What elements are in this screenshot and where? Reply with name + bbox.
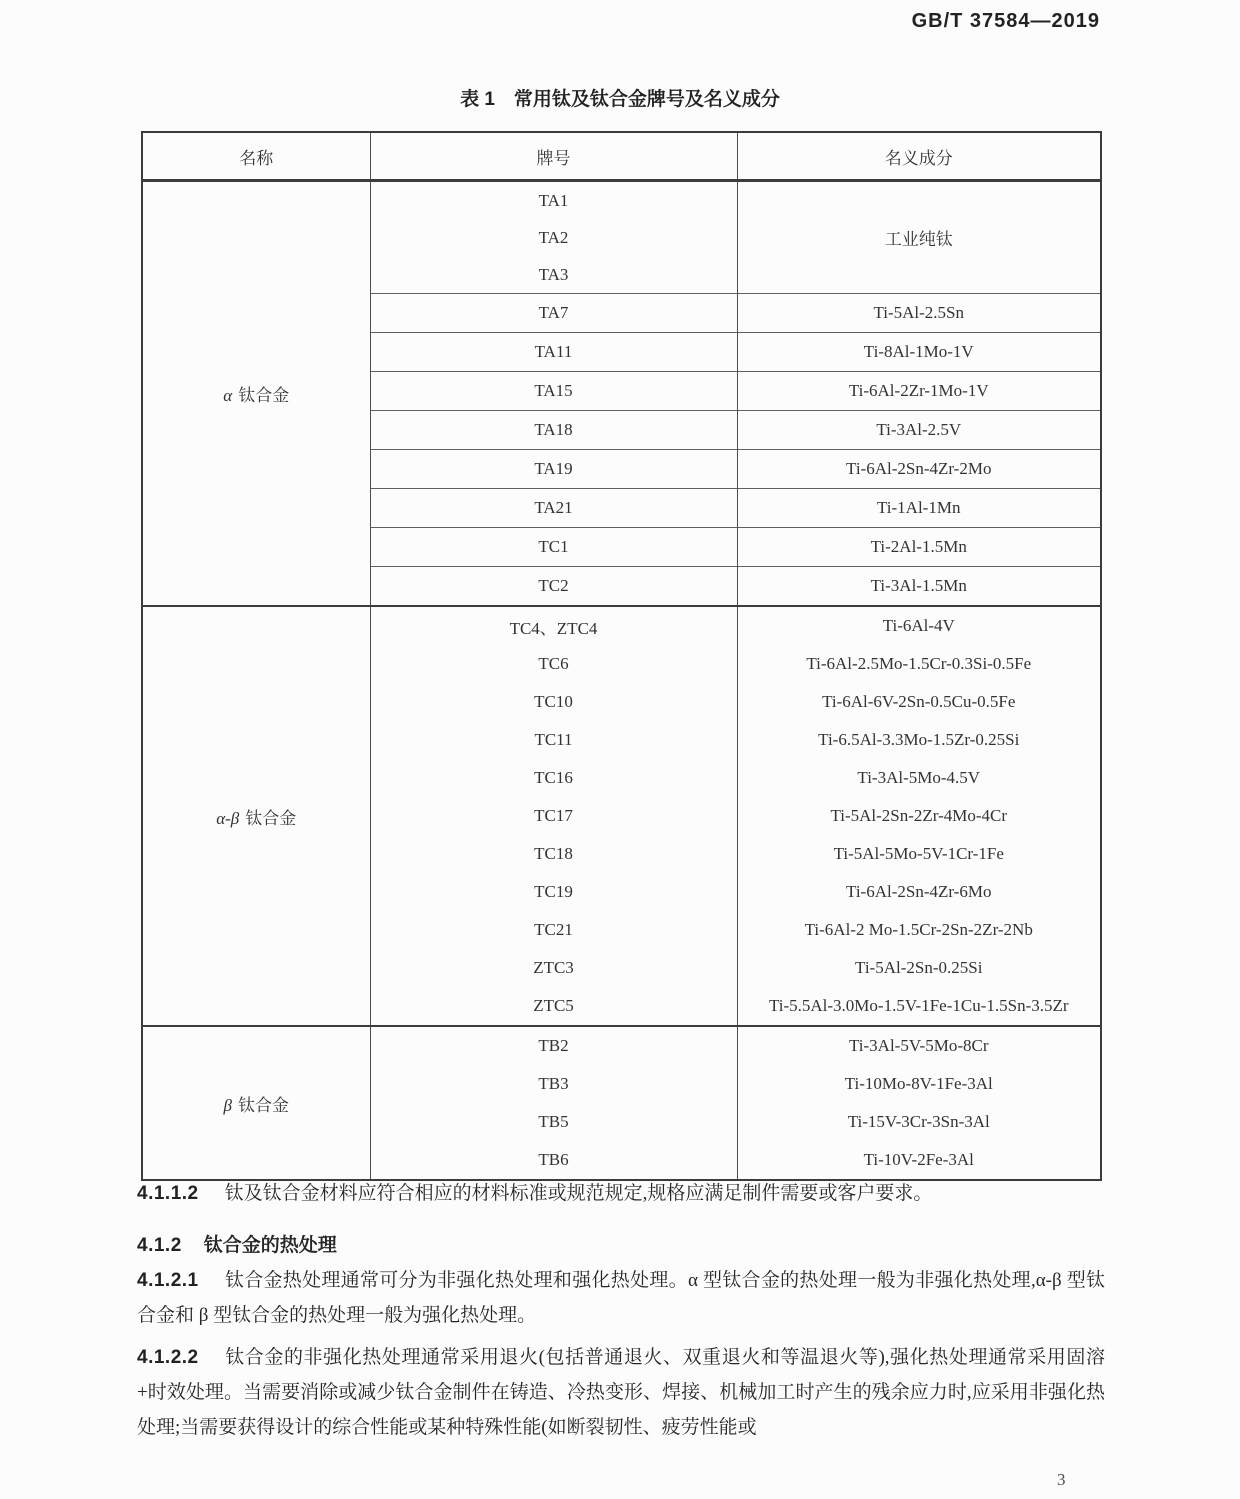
alloy-composition: Ti-6Al-2.5Mo-1.5Cr-0.3Si-0.5Fe — [737, 645, 1101, 683]
alloy-composition: Ti-6Al-2Sn-4Zr-2Mo — [737, 450, 1101, 489]
alloy-grade: TC19 — [370, 873, 737, 911]
alloy-grade: TB6 — [370, 1141, 737, 1180]
alloy-composition: Ti-5Al-2.5Sn — [737, 294, 1101, 333]
clause-number: 4.1.2 — [137, 1235, 182, 1256]
alloy-composition: 工业纯钛 — [737, 181, 1101, 294]
clause-heading-4-1-2 — [137, 1228, 1105, 1263]
alloy-composition: Ti-5Al-2Sn-2Zr-4Mo-4Cr — [737, 797, 1101, 835]
alloy-composition: Ti-1Al-1Mn — [737, 489, 1101, 528]
alloy-grade: TC16 — [370, 759, 737, 797]
page-number: 3 — [1057, 1470, 1066, 1489]
alloy-composition: Ti-6Al-2Sn-4Zr-6Mo — [737, 873, 1101, 911]
alloy-group-name: β 钛合金 — [142, 1026, 370, 1180]
clause-number: 4.1.2.2 — [137, 1347, 199, 1368]
alloy-composition: Ti-15V-3Cr-3Sn-3Al — [737, 1103, 1101, 1141]
alloy-composition: Ti-6.5Al-3.3Mo-1.5Zr-0.25Si — [737, 721, 1101, 759]
alloy-grade: TC10 — [370, 683, 737, 721]
alloy-grade: TC21 — [370, 911, 737, 949]
alloy-grade: ZTC5 — [370, 987, 737, 1026]
alloy-grade: ZTC3 — [370, 949, 737, 987]
clause-text: 钛合金的非强化热处理通常采用退火(包括普通退火、双重退火和等温退火等),强化热处理通常采用固溶+时效处理。当需要消除或减少钛合金制件在铸造、冷热变形、焊接、机械加工时产生的残余应力时,应采用非强化热处理;当需要获得设计的综合性能或某种特殊性能(如断裂韧性、疲劳性能或 — [137, 1347, 1105, 1438]
column-header-grade: 牌号 — [370, 132, 737, 181]
alloy-composition: Ti-8Al-1Mo-1V — [737, 333, 1101, 372]
clause-4-1-2-1 — [137, 1263, 1105, 1333]
alloy-grade: TB3 — [370, 1065, 737, 1103]
alloy-group-name: α 钛合金 — [142, 181, 370, 607]
alloy-grade: TA7 — [370, 294, 737, 333]
header-row — [142, 132, 1101, 181]
alloy-composition: Ti-5Al-5Mo-5V-1Cr-1Fe — [737, 835, 1101, 873]
alloy-grade: TA11 — [370, 333, 737, 372]
alloy-grade: TC4、ZTC4 — [370, 606, 737, 645]
alloy-grade: TA19 — [370, 450, 737, 489]
column-header-composition: 名义成分 — [737, 132, 1101, 181]
alloy-grade: TC6 — [370, 645, 737, 683]
alloy-grade: TC1 — [370, 528, 737, 567]
clause-4-1-1-2 — [137, 1176, 1105, 1211]
alloy-table — [141, 131, 1102, 1181]
alloy-composition: Ti-3Al-2.5V — [737, 411, 1101, 450]
alloy-table-header — [142, 132, 1101, 181]
alloy-composition: Ti-3Al-5V-5Mo-8Cr — [737, 1026, 1101, 1065]
alloy-grade: TC17 — [370, 797, 737, 835]
alloy-composition: Ti-6Al-6V-2Sn-0.5Cu-0.5Fe — [737, 683, 1101, 721]
alloy-grade: TB2 — [370, 1026, 737, 1065]
clause-text: 钛及钛合金材料应符合相应的材料标准或规范规定,规格应满足制件需要或客户要求。 — [224, 1183, 933, 1204]
table-title: 表 1 常用钛及钛合金牌号及名义成分 — [460, 89, 780, 110]
alloy-composition: Ti-6Al-2 Mo-1.5Cr-2Sn-2Zr-2Nb — [737, 911, 1101, 949]
alloy-composition: Ti-10V-2Fe-3Al — [737, 1141, 1101, 1180]
alloy-composition: Ti-3Al-5Mo-4.5V — [737, 759, 1101, 797]
alloy-grade: TA18 — [370, 411, 737, 450]
alloy-composition: Ti-5Al-2Sn-0.25Si — [737, 949, 1101, 987]
alloy-composition: Ti-5.5Al-3.0Mo-1.5V-1Fe-1Cu-1.5Sn-3.5Zr — [737, 987, 1101, 1026]
clause-4-1-2-2 — [137, 1340, 1105, 1445]
table-row — [142, 606, 1101, 645]
standard-number: GB/T 37584—2019 — [911, 10, 1100, 32]
alloy-grade: TA1 TA2 TA3 — [370, 181, 737, 294]
table-row — [142, 1026, 1101, 1065]
alloy-group-name: α-β 钛合金 — [142, 606, 370, 1026]
column-header-name: 名称 — [142, 132, 370, 181]
alloy-composition: Ti-2Al-1.5Mn — [737, 528, 1101, 567]
clause-heading-text: 钛合金的热处理 — [203, 1235, 337, 1256]
clause-number: 4.1.1.2 — [137, 1183, 199, 1204]
alloy-composition: Ti-6Al-4V — [737, 606, 1101, 645]
clause-number: 4.1.2.1 — [137, 1270, 199, 1291]
alloy-grade: TC11 — [370, 721, 737, 759]
clause-text: 钛合金热处理通常可分为非强化热处理和强化热处理。α 型钛合金的热处理一般为非强化热处理,α-β 型钛合金和 β 型钛合金的热处理一般为强化热处理。 — [137, 1270, 1105, 1326]
alloy-composition: Ti-10Mo-8V-1Fe-3Al — [737, 1065, 1101, 1103]
alloy-composition: Ti-6Al-2Zr-1Mo-1V — [737, 372, 1101, 411]
alloy-grade: TB5 — [370, 1103, 737, 1141]
alloy-grade: TA21 — [370, 489, 737, 528]
alloy-grade: TC2 — [370, 567, 737, 607]
alloy-grade: TA15 — [370, 372, 737, 411]
alloy-grade: TC18 — [370, 835, 737, 873]
alloy-table-body — [142, 181, 1101, 1181]
table-row — [142, 181, 1101, 294]
alloy-composition: Ti-3Al-1.5Mn — [737, 567, 1101, 607]
body-text — [137, 1176, 1105, 1445]
